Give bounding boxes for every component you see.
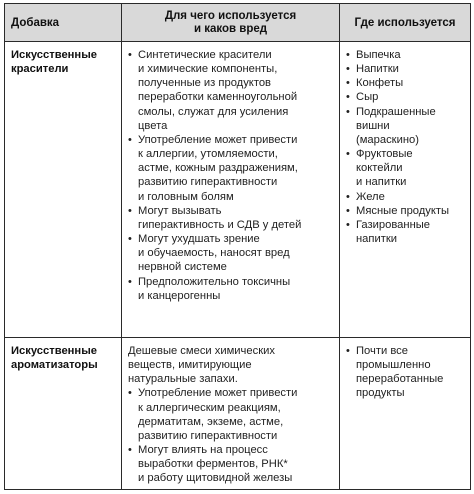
where-used-cell <box>340 338 471 490</box>
where-used-list <box>346 48 466 246</box>
list-item: • Употребление может привести к аллергии, утомляемости, астме, кожным раздражениям, развитию гиперактивности и головным болям <box>128 133 335 204</box>
uses-harm-cell <box>122 338 340 490</box>
list-item: • Желе <box>346 190 466 204</box>
list-item: • Конфеты <box>346 76 466 90</box>
uses-harm-list <box>128 48 335 303</box>
list-item: • Синтетические красители и химические компоненты, полученные из продуктов переработки каменноугольной смолы, служат для усиления цвета <box>128 48 335 133</box>
additive-name-cell: Искусственные красители <box>5 42 122 338</box>
additive-name-cell: Искусственные ароматизаторы <box>5 338 122 490</box>
where-used-list <box>346 344 466 401</box>
list-item: • Подкрашенные вишни (мараскино) <box>346 105 466 147</box>
header-uses-harm: Для чего используется и каков вред <box>122 4 340 42</box>
uses-harm-list <box>128 386 335 485</box>
list-item: • Почти все промышленно переработанные продукты <box>346 344 466 401</box>
list-item: • Могут влиять на процесс выработки ферментов, РНК* и работу щитовидной железы <box>128 443 335 485</box>
table-header-row <box>5 4 471 42</box>
header-where-used: Где используется <box>340 4 471 42</box>
list-item: • Фруктовые коктейли и напитки <box>346 147 466 189</box>
additives-table <box>4 3 471 490</box>
list-item: • Напитки <box>346 62 466 76</box>
table-row-artificial-dyes <box>5 42 471 338</box>
list-item: • Мясные продукты <box>346 204 466 218</box>
list-item: • Могут ухудшать зрение и обучаемость, наносят вред нервной системе <box>128 232 335 274</box>
list-item: • Могут вызывать гиперактивность и СДВ у детей <box>128 204 335 232</box>
header-additive: Добавка <box>5 4 122 42</box>
table-row-artificial-flavors <box>5 338 471 490</box>
list-item: • Газированные напитки <box>346 218 466 246</box>
list-item: • Выпечка <box>346 48 466 62</box>
list-item: • Предположительно токсичны и канцерогенны <box>128 275 335 303</box>
list-item: • Сыр <box>346 90 466 104</box>
list-item: • Употребление может привести к аллергическим реакциям, дерматитам, экземе, астме, развитию гиперактивности <box>128 386 335 443</box>
description-text: Дешевые смеси химических веществ, имитирующие натуральные запахи. <box>128 345 275 386</box>
where-used-cell <box>340 42 471 338</box>
uses-harm-cell <box>122 42 340 338</box>
